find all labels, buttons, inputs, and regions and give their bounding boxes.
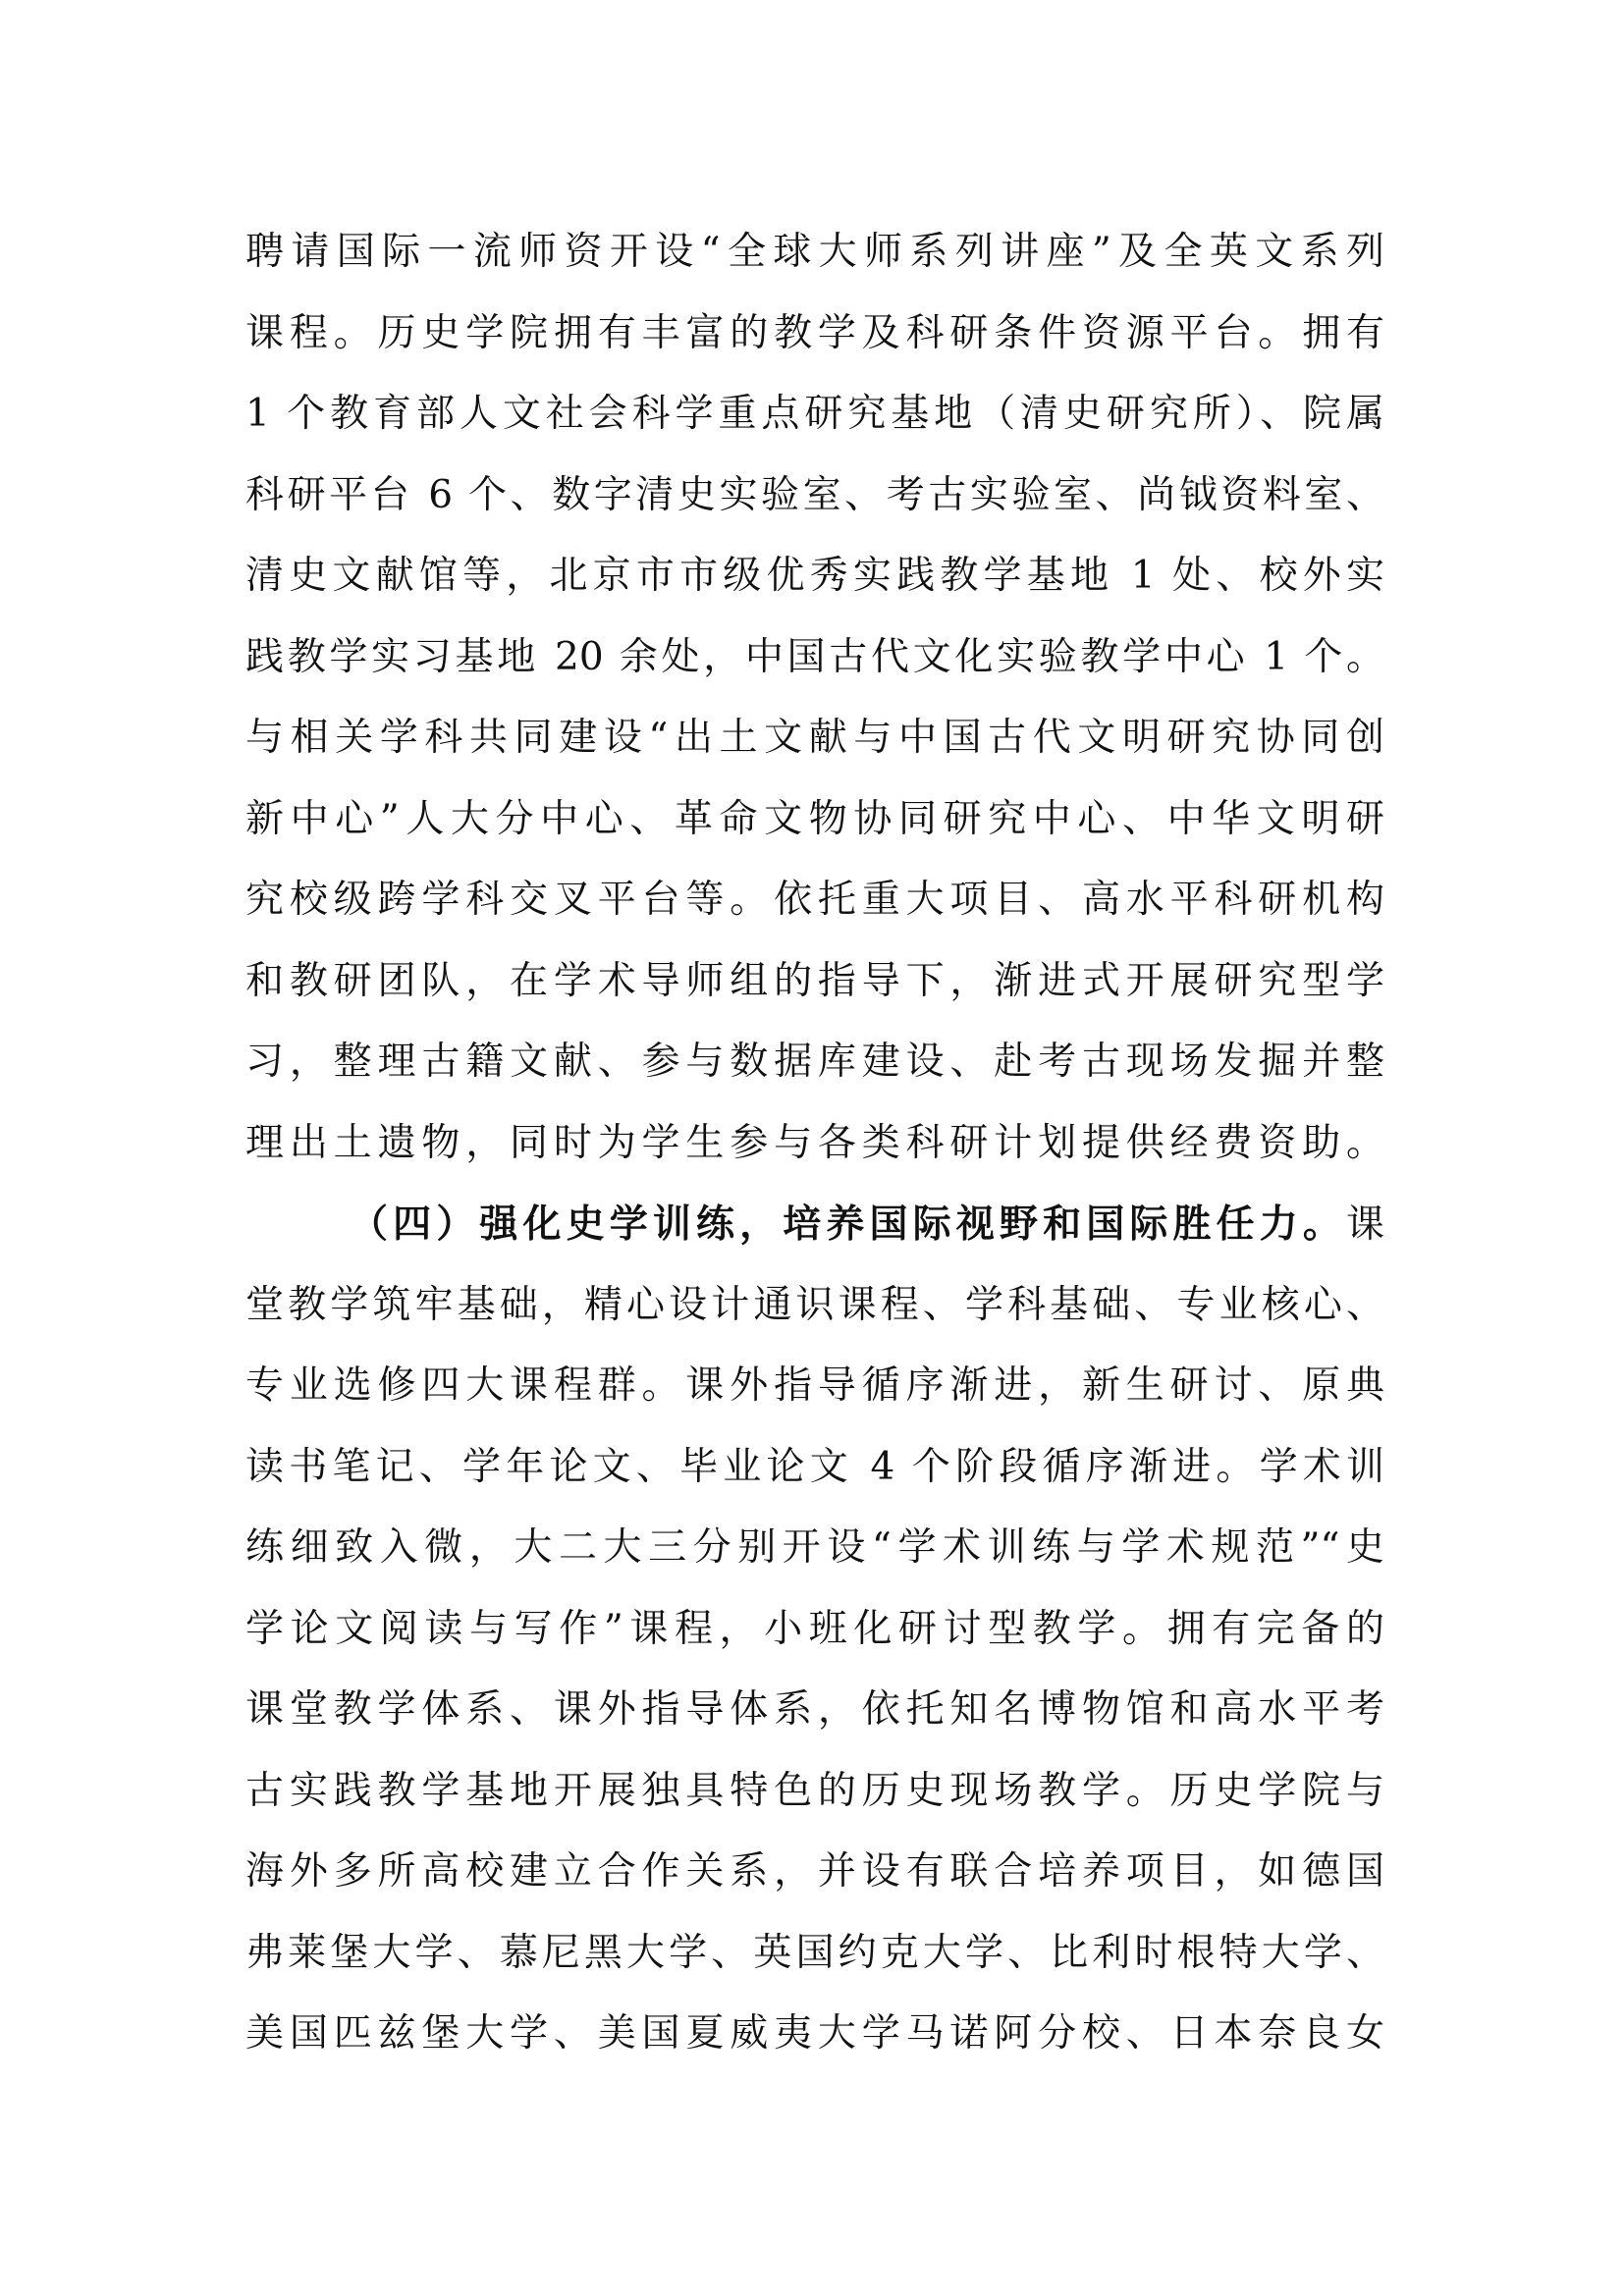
section-heading: （四）强化史学训练，培养国际视野和国际胜任力。 — [350, 1201, 1346, 1247]
heading-line-rest: 课 — [1345, 1202, 1384, 1247]
text-line: 与相关学科共同建设“出土文献与中国古代文明研究协同创 — [245, 716, 1384, 760]
text-line: 课堂教学体系、课外指导体系，依托知名博物馆和高水平考 — [245, 1687, 1384, 1732]
text-line: 聘请国际一流师资开设“全球大师系列讲座”及全英文系列 — [245, 230, 1384, 274]
text-line: 清史文献馆等，北京市市级优秀实践教学基地 1 处、校外实 — [245, 554, 1384, 598]
text-line: 践教学实习基地 20 余处，中国古代文化实验教学中心 1 个。 — [245, 634, 1384, 679]
text-line: 堂教学筑牢基础，精心设计通识课程、学科基础、专业核心、 — [245, 1282, 1384, 1327]
text-line: 习，整理古籍文献、参与数据库建设、赴考古现场发掘并整 — [245, 1040, 1384, 1084]
text-line: 读书笔记、学年论文、毕业论文 4 个阶段循序渐进。学术训 — [245, 1444, 1384, 1489]
text-line: 新中心”人大分中心、革命文物协同研究中心、中华文明研 — [245, 796, 1384, 841]
text-line: 科研平台 6 个、数字清史实验室、考古实验室、尚钺资料室、 — [245, 472, 1384, 517]
text-line: 和教研团队，在学术导师组的指导下，渐进式开展研究型学 — [245, 958, 1384, 1003]
text-line: 理出土遗物，同时为学生参与各类科研计划提供经费资助。 — [245, 1120, 1384, 1165]
body-text — [245, 212, 1384, 2075]
text-line: 究校级跨学科交叉平台等。依托重大项目、高水平科研机构 — [245, 878, 1384, 922]
paragraph-platforms — [245, 212, 1384, 1184]
text-line: 专业选修四大课程群。课外指导循序渐进，新生研讨、原典 — [245, 1363, 1384, 1408]
text-line: 练细致入微，大二大三分别开设“学术训练与学术规范”“史 — [245, 1525, 1384, 1570]
text-line: 美国匹兹堡大学、美国夏威夷大学马诺阿分校、日本奈良女 — [245, 2011, 1384, 2056]
text-line: 1 个教育部人文社会科学重点研究基地（清史研究所）、院属 — [245, 392, 1384, 436]
section-heading-line — [245, 1184, 1384, 1265]
text-line: 学论文阅读与写作”课程，小班化研讨型教学。拥有完备的 — [245, 1606, 1384, 1651]
paragraph-training — [245, 1184, 1384, 2075]
text-line: 古实践教学基地开展独具特色的历史现场教学。历史学院与 — [245, 1768, 1384, 1813]
text-line: 课程。历史学院拥有丰富的教学及科研条件资源平台。拥有 — [245, 310, 1384, 355]
text-line: 弗莱堡大学、慕尼黑大学、英国约克大学、比利时根特大学、 — [245, 1930, 1384, 1975]
text-line: 海外多所高校建立合作关系，并设有联合培养项目，如德国 — [245, 1849, 1384, 1894]
